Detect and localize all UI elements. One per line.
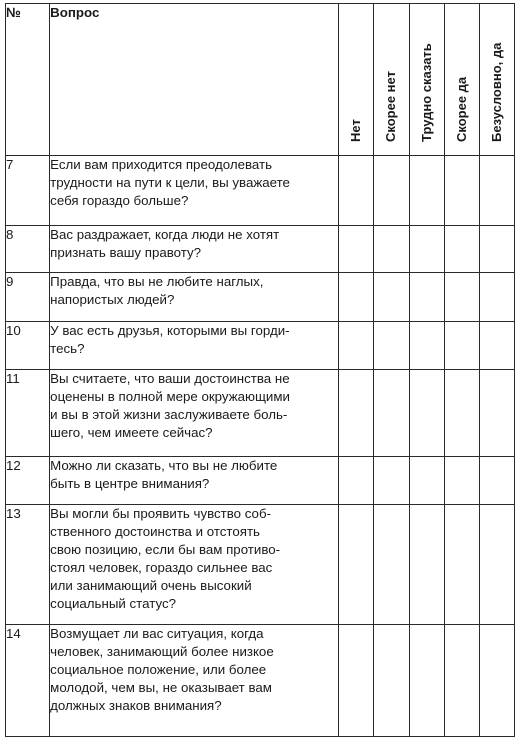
header-question: Вопрос <box>50 4 339 156</box>
question-text-line: молодой, чем вы, не оказывает вам <box>50 680 272 695</box>
question-text-line: признать вашу правоту? <box>50 245 202 260</box>
header-option-label: Безусловно, да <box>488 42 504 142</box>
answer-definitely-yes-cell[interactable] <box>479 226 514 273</box>
question-number: 13 <box>6 505 50 625</box>
question-number: 7 <box>6 156 50 226</box>
answer-hard-to-say-cell[interactable] <box>409 625 444 737</box>
answer-rather-no-cell[interactable] <box>374 273 409 322</box>
question-text <box>50 226 339 273</box>
answer-rather-yes-cell[interactable] <box>444 625 479 737</box>
answer-rather-no-cell[interactable] <box>374 156 409 226</box>
header-option-label: Скорее да <box>453 76 469 142</box>
answer-no-cell[interactable] <box>339 505 374 625</box>
header-number: № <box>6 4 50 156</box>
question-text-line: Вы считаете, что ваши достоинства не <box>50 371 290 386</box>
answer-definitely-yes-cell[interactable] <box>479 625 514 737</box>
answer-rather-no-cell[interactable] <box>374 322 409 370</box>
question-rows <box>6 156 515 737</box>
answer-rather-yes-cell[interactable] <box>444 156 479 226</box>
question-text-line: должных знаков внимания? <box>50 698 222 713</box>
question-text-line: себя гораздо больше? <box>50 193 189 208</box>
table-row <box>6 156 515 226</box>
header-option-rather-yes <box>444 4 479 156</box>
answer-no-cell[interactable] <box>339 322 374 370</box>
question-text-line: свою позицию, если бы вам противо- <box>50 542 281 557</box>
table-row <box>6 370 515 457</box>
question-text-line: стоял человек, гораздо сильнее вас <box>50 560 273 575</box>
question-text-line: тесь? <box>50 341 85 356</box>
question-number: 12 <box>6 457 50 505</box>
question-text-line: У вас есть друзья, которыми вы горди- <box>50 323 290 338</box>
question-text-line: трудности на пути к цели, вы уважаете <box>50 175 290 190</box>
question-text-line: быть в центре внимания? <box>50 476 210 491</box>
question-text-line: или занимающий очень высокий <box>50 578 252 593</box>
answer-rather-no-cell[interactable] <box>374 505 409 625</box>
header-option-rather-no <box>374 4 409 156</box>
answer-hard-to-say-cell[interactable] <box>409 156 444 226</box>
question-text <box>50 156 339 226</box>
answer-no-cell[interactable] <box>339 273 374 322</box>
question-text <box>50 370 339 457</box>
question-number: 14 <box>6 625 50 737</box>
answer-no-cell[interactable] <box>339 625 374 737</box>
answer-definitely-yes-cell[interactable] <box>479 156 514 226</box>
question-text-line: оценены в полной мере окружающими <box>50 389 290 404</box>
question-text-line: Если вам приходится преодолевать <box>50 157 273 172</box>
answer-rather-yes-cell[interactable] <box>444 505 479 625</box>
answer-no-cell[interactable] <box>339 457 374 505</box>
question-text-line: шего, чем имеете сейчас? <box>50 425 213 440</box>
table-row <box>6 226 515 273</box>
question-text <box>50 322 339 370</box>
table-row <box>6 273 515 322</box>
answer-definitely-yes-cell[interactable] <box>479 505 514 625</box>
answer-rather-yes-cell[interactable] <box>444 273 479 322</box>
question-number: 9 <box>6 273 50 322</box>
question-text <box>50 625 339 737</box>
answer-hard-to-say-cell[interactable] <box>409 322 444 370</box>
question-text-line: и вы в этой жизни заслуживаете боль- <box>50 407 288 422</box>
header-option-definitely-yes <box>479 4 514 156</box>
answer-no-cell[interactable] <box>339 370 374 457</box>
answer-hard-to-say-cell[interactable] <box>409 226 444 273</box>
question-text-line: социальное положение, или более <box>50 662 267 677</box>
table-row <box>6 322 515 370</box>
answer-definitely-yes-cell[interactable] <box>479 457 514 505</box>
answer-rather-yes-cell[interactable] <box>444 457 479 505</box>
answer-definitely-yes-cell[interactable] <box>479 273 514 322</box>
header-option-label: Скорее нет <box>383 71 399 142</box>
header-option-hard-to-say <box>409 4 444 156</box>
question-text-line: Можно ли сказать, что вы не любите <box>50 458 278 473</box>
answer-hard-to-say-cell[interactable] <box>409 505 444 625</box>
answer-rather-no-cell[interactable] <box>374 370 409 457</box>
answer-rather-no-cell[interactable] <box>374 457 409 505</box>
answer-no-cell[interactable] <box>339 226 374 273</box>
answer-hard-to-say-cell[interactable] <box>409 273 444 322</box>
question-text <box>50 505 339 625</box>
header-option-no <box>339 4 374 156</box>
questionnaire-table <box>5 3 515 737</box>
question-text-line: Вас раздражает, когда люди не хотят <box>50 227 280 242</box>
question-text-line: Вы могли бы проявить чувство соб- <box>50 506 271 521</box>
table-row <box>6 505 515 625</box>
question-number: 10 <box>6 322 50 370</box>
question-text-line: человек, занимающий более низкое <box>50 644 274 659</box>
answer-rather-yes-cell[interactable] <box>444 322 479 370</box>
question-number: 8 <box>6 226 50 273</box>
header-option-label: Трудно сказать <box>418 43 434 142</box>
answer-hard-to-say-cell[interactable] <box>409 370 444 457</box>
question-number: 11 <box>6 370 50 457</box>
answer-rather-yes-cell[interactable] <box>444 370 479 457</box>
header-option-label: Нет <box>348 119 364 142</box>
answer-rather-no-cell[interactable] <box>374 625 409 737</box>
answer-rather-no-cell[interactable] <box>374 226 409 273</box>
question-text-line: социальный статус? <box>50 596 176 611</box>
question-text <box>50 457 339 505</box>
table-row <box>6 457 515 505</box>
question-text-line: ственного достоинства и отстоять <box>50 524 260 539</box>
question-text <box>50 273 339 322</box>
question-text-line: Правда, что вы не любите наглых, <box>50 274 264 289</box>
answer-definitely-yes-cell[interactable] <box>479 322 514 370</box>
answer-rather-yes-cell[interactable] <box>444 226 479 273</box>
answer-definitely-yes-cell[interactable] <box>479 370 514 457</box>
table-row <box>6 625 515 737</box>
answer-no-cell[interactable] <box>339 156 374 226</box>
header-row <box>6 4 515 156</box>
answer-hard-to-say-cell[interactable] <box>409 457 444 505</box>
question-text-line: напористых людей? <box>50 292 175 307</box>
question-text-line: Возмущает ли вас ситуация, когда <box>50 626 264 641</box>
